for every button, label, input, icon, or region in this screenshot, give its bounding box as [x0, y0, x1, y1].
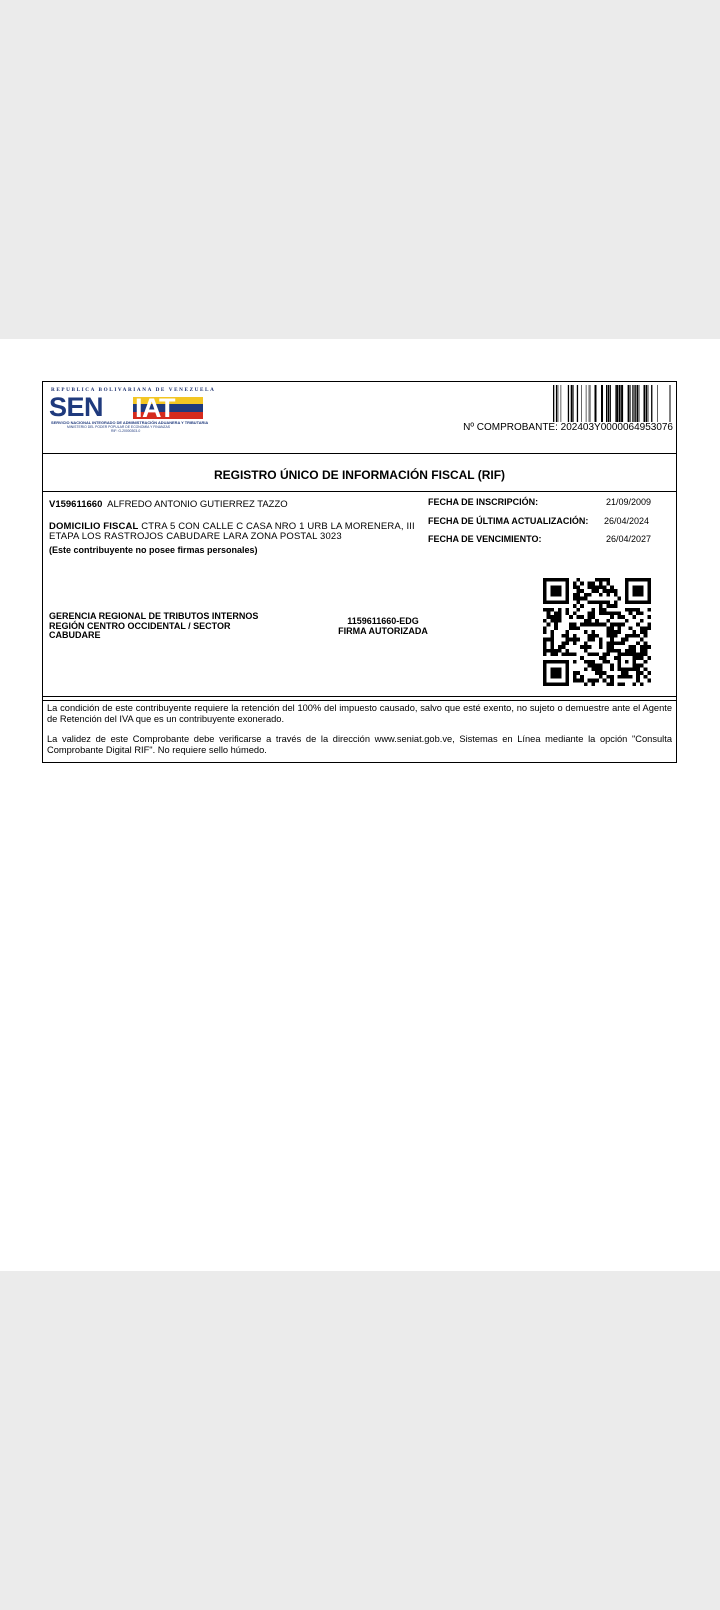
- firma-label: FIRMA AUTORIZADA: [338, 625, 428, 636]
- firmas-note: (Este contribuyente no posee firmas personales): [49, 545, 258, 555]
- certificate-header: [43, 382, 676, 454]
- logo-ministry: MINISTERIO DEL PODER POPULAR DE ECONOMÍA Y FINANZAS: [67, 425, 170, 429]
- logo-rif: RIF: G-20000303-0: [111, 429, 141, 433]
- date-label: FECHA DE INSCRIPCIÓN:: [428, 497, 539, 507]
- certificate-title: REGISTRO ÚNICO DE INFORMACIÓN FISCAL (RIF): [213, 468, 506, 482]
- date-row-vencimiento: [428, 534, 668, 553]
- rif-number: V159611660: [49, 499, 103, 510]
- logo-wordmark-suffix: IAT: [135, 393, 175, 423]
- legal-notes: [43, 700, 676, 755]
- taxpayer-name: ALFREDO ANTONIO GUTIERREZ TAZZO: [107, 499, 288, 510]
- firma-autorizada: [328, 617, 438, 636]
- certificate-body: [43, 492, 676, 697]
- firma-code: 1159611660-EDG: [347, 616, 419, 626]
- date-label: FECHA DE VENCIMIENTO:: [428, 534, 542, 544]
- gerencia-regional: GERENCIA REGIONAL DE TRIBUTOS INTERNOS REGIÓN CENTRO OCCIDENTAL / SECTOR CABUDARE: [49, 611, 259, 640]
- domicilio-label: DOMICILIO FISCAL: [49, 521, 139, 532]
- retention-note: La condición de este contribuyente requiere la retención del 100% del impuesto causado, salvo que esté exento, no sujeto o demuestre ante el Agente de Retención del IVA que es un contribuyente exonerado.: [47, 703, 672, 724]
- domicilio-value: CTRA 5 CON CALLE C CASA NRO 1 URB LA MORENERA, III ETAPA LOS RASTROJOS CABUDARE LARA ZONA POSTAL 3023: [49, 521, 415, 542]
- dates-block: [428, 497, 668, 553]
- comprobante-number: Nº COMPROBANTE: 202403Y0000064953076: [463, 422, 673, 433]
- title-band: [43, 453, 676, 492]
- seniat-logo: [49, 387, 216, 433]
- logo-flag: [133, 393, 203, 423]
- date-value: 26/04/2024: [603, 515, 649, 526]
- date-row-actualizacion: [428, 516, 668, 535]
- taxpayer-line: [49, 499, 288, 510]
- barcode-image: [553, 385, 671, 422]
- validity-note: La validez de este Comprobante debe verificarse a través de la dirección www.seniat.gob.ve, Sistemas en Línea mediante la opción "Consulta Comprobante Digital RIF". No requiere sello húmedo.: [47, 734, 672, 755]
- logo-subtitle: SERVICIO NACIONAL INTEGRADO DE ADMINISTRACIÓN ADUANERA Y TRIBUTARIA: [51, 420, 209, 425]
- logo-wordmark: SEN: [49, 392, 104, 422]
- domicilio-fiscal: [49, 522, 423, 542]
- date-label: FECHA DE ÚLTIMA ACTUALIZACIÓN:: [428, 515, 589, 526]
- rif-certificate: [42, 381, 677, 763]
- date-value: 26/04/2027: [605, 534, 651, 544]
- date-row-inscripcion: [428, 497, 668, 516]
- logo-republic-text: REPUBLICA BOLIVARIANA DE VENEZUELA: [51, 387, 216, 393]
- qr-code-image: [543, 578, 651, 686]
- document-page: [0, 339, 720, 1271]
- date-value: 21/09/2009: [605, 497, 651, 507]
